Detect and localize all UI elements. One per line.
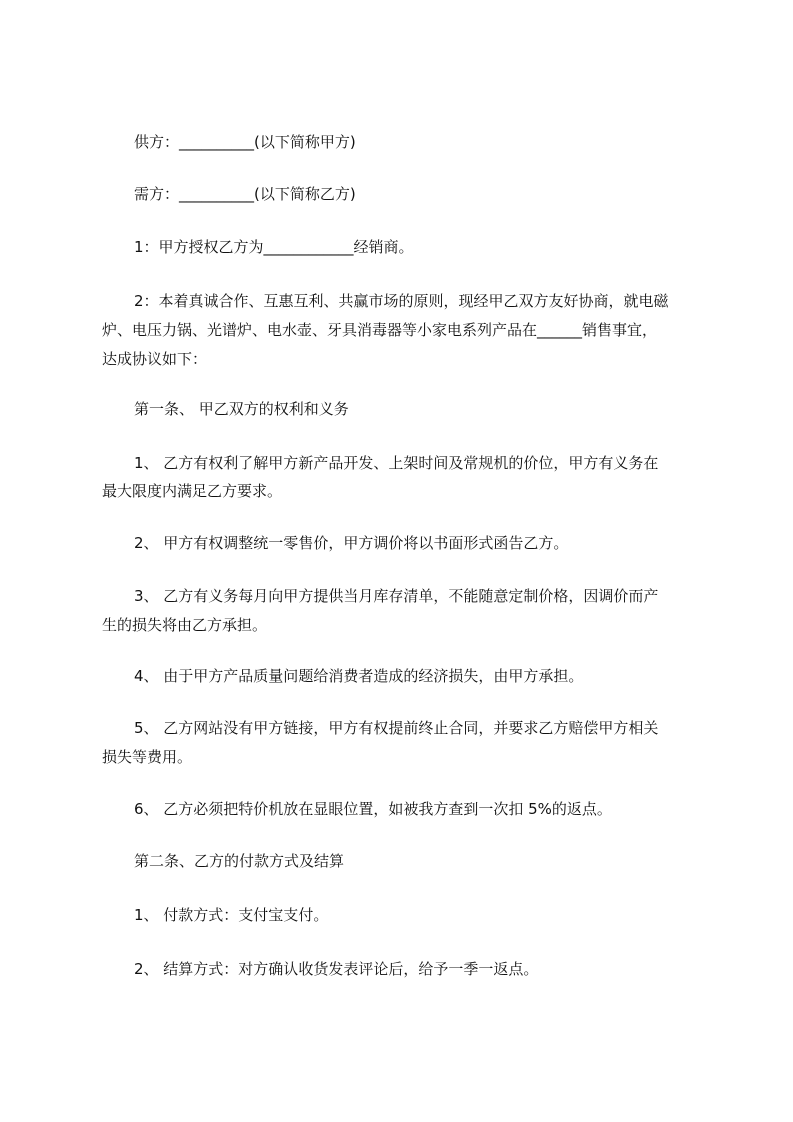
article-2-item-2: 2、 结算方式：对方确认收货发表评论后，给予一季一返点。 [134,960,539,978]
clause-1 [134,235,414,259]
article-1-item-2: 2、 甲方有权调整统一零售价，甲方调价将以书面形式函告乙方。 [134,534,569,552]
clause-2-line-3: 达成协议如下： [102,350,208,368]
supplier-note: (以下简称甲方) [254,133,356,151]
article-2-heading: 第二条、乙方的付款方式及结算 [134,852,345,870]
article-1-item-4: 4、 由于甲方产品质量问题给消费者造成的经济损失，由甲方承担。 [134,667,584,685]
buyer-note: (以下简称乙方) [254,185,356,203]
article-1-item-5-line-1: 5、 乙方网站没有甲方链接，甲方有权提前终止合同，并要求乙方赔偿甲方相关 [134,719,659,737]
buyer-label: 需方： [134,185,180,203]
supplier-label: 供方： [134,133,180,151]
clause-2-line-1: 2：本着真诚合作、互惠互利、共赢市场的原则，现经甲乙双方友好协商，就电磁 [134,292,669,310]
supplier-blank: __________ [179,133,255,151]
article-1-item-1-line-1: 1、 乙方有权利了解甲方新产品开发、上架时间及常规机的价位，甲方有义务在 [134,454,659,472]
article-2-item-1: 1、 付款方式：支付宝支付。 [134,906,329,924]
supplier-line [134,130,356,154]
article-1-item-5-line-2: 损失等费用。 [102,748,193,766]
article-1-item-1-line-2: 最大限度内满足乙方要求。 [102,482,283,500]
clause-2-line-2: 炉、电压力锅、光谱炉、电水壶、牙具消毒器等小家电系列产品在______销售事宜， [102,321,658,339]
buyer-blank: __________ [179,185,255,203]
clause-1-blank: ____________ [263,238,354,256]
buyer-line [134,182,356,206]
article-1-item-3-line-2: 生的损失将由乙方承担。 [102,616,268,634]
clause-1-suffix: 经销商。 [353,238,414,256]
article-1-heading: 第一条、 甲乙双方的权利和义务 [134,400,349,418]
article-1-item-3-line-1: 3、 乙方有义务每月向甲方提供当月库存清单，不能随意定制价格，因调价而产 [134,587,659,605]
clause-1-prefix: 1：甲方授权乙方为 [134,238,264,256]
article-1-item-6: 6、 乙方必须把特价机放在显眼位置，如被我方查到一次扣 5%的返点。 [134,800,612,818]
